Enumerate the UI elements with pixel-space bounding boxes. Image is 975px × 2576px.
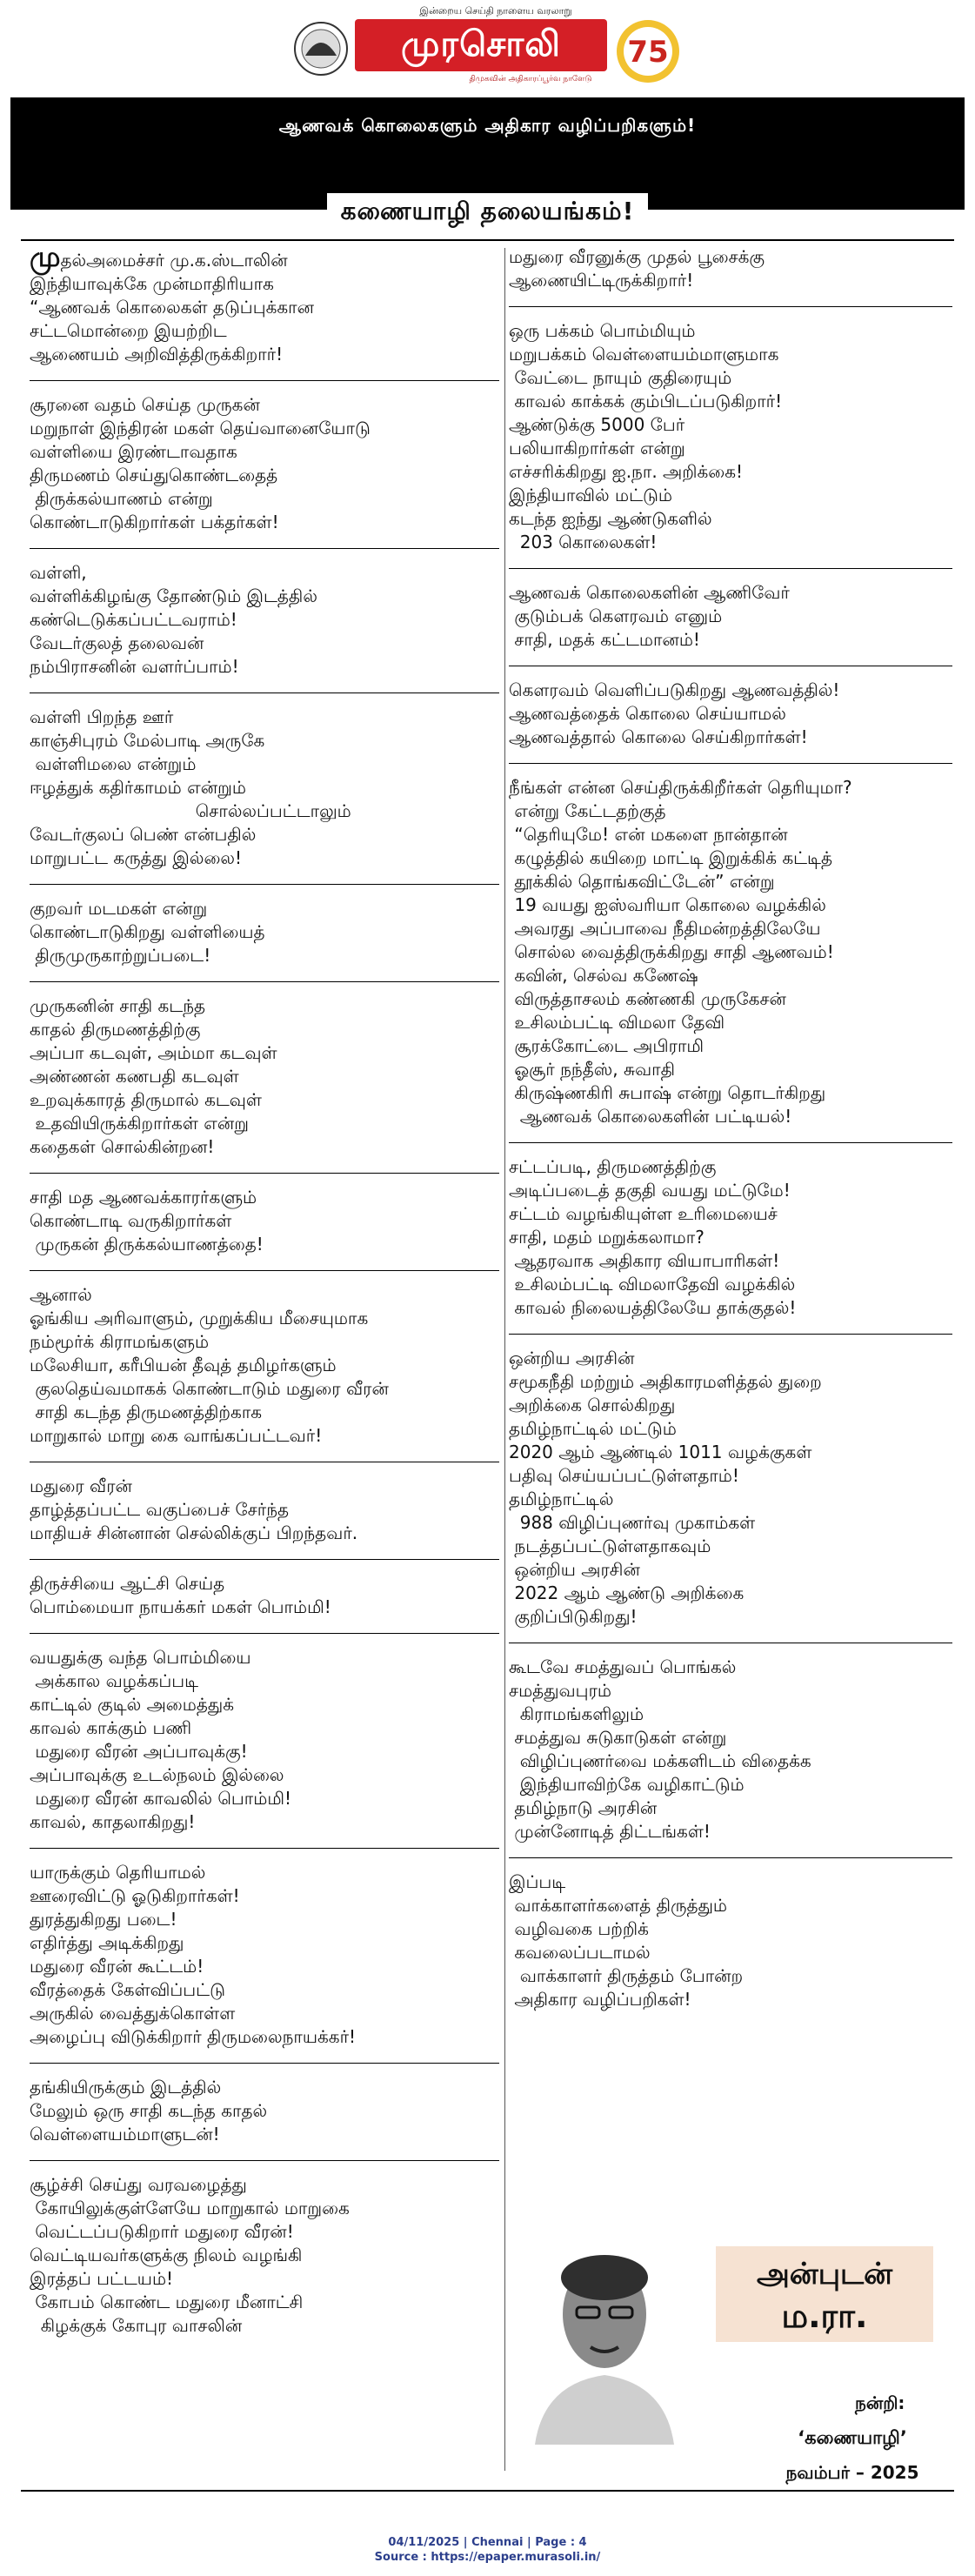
text-line: மாறுபட்ட கருத்து இல்லை! [30,847,242,868]
signature-greeting: அன்புடன் [756,2257,893,2292]
text-line: காவல் காக்கக் கும்பிடப்படுகிறார்! [509,391,783,411]
text-line: இந்தியாவிற்கே வழிகாட்டும் [509,1774,745,1795]
text-line: மதுரை வீரன் அப்பாவுக்கு! [30,1741,248,1762]
text-line: தூக்கில் தொங்கவிட்டேன்” என்று [509,871,775,892]
stanza [30,1646,499,1834]
text-line: சாதி, மதம் மறுக்கலாமா? [509,1227,705,1248]
stanza-divider [30,981,499,982]
text-line: ஆதரவாக அதிகார வியாபாரிகள்! [509,1250,780,1271]
text-line: வீரத்தைக் கேள்விப்பட்டு [30,1979,225,2000]
text-line: ஆணவக் கொலைகளின் ஆணிவேர் [509,582,790,603]
text-line: ஓசூர் நந்தீஸ், சுவாதி [509,1059,675,1080]
text-line: முருகன் திருக்கல்யாணத்தை! [30,1234,264,1255]
text-line: சாதி மத ஆணவக்காரர்களும் [30,1187,257,1208]
text-line: மாதியச் சின்னான் செல்லிக்குப் பிறந்தவர். [30,1522,358,1543]
text-line: கதைகள் சொல்கின்றன! [30,1136,215,1157]
text-line: ஆணவக் கொலைகளின் பட்டியல்! [509,1106,792,1127]
text-line: முன்னோடித் திட்டங்கள்! [509,1821,711,1842]
logo-text: முரசொலி [401,24,561,64]
text-line: கொண்டாடுகிறது வள்ளியைத் [30,921,265,942]
text-line: மதுரை வீரன் காவலில் பொம்மி! [30,1788,292,1809]
anniversary-badge [609,12,687,90]
logo-subtitle: திமுகவின் அதிகாரப்பூர்வ நாளேடு [469,75,592,84]
text-line: இரத்தப் பட்டயம்! [30,2268,174,2289]
text-line: வாக்காளர்களைத் திருத்தும் [509,1895,728,1916]
stanza-divider [509,763,952,764]
text-line: மறுநாள் இந்திரன் மகள் தெய்வானையோடு [30,418,371,438]
text-line: ஒன்றிய அரசின் [509,1348,635,1368]
stanza [30,706,499,870]
text-line: காவல் நிலையத்திலேயே தாக்குதல்! [509,1297,797,1318]
text-line: அடிப்படைத் தகுதி வயது மட்டுமே! [509,1180,791,1201]
text-line: “ஆணவக் கொலைகள் தடுப்புக்கான [30,297,315,318]
text-line: தாழ்த்தப்பட்ட வகுப்பைச் சேர்ந்த [30,1499,290,1520]
stanza [30,2076,499,2146]
stanza-divider [509,1857,952,1858]
stanza-divider [509,1334,952,1335]
text-line: எதிர்த்து அடிக்கிறது [30,1932,184,1953]
badge-number: 75 [627,35,669,70]
text-line: நடத்தப்பட்டுள்ளதாகவும் [509,1536,711,1556]
text-line: திருமணம் செய்துகொண்டதைத் [30,465,278,485]
text-line: வள்ளிக்கிழங்கு தோண்டும் இடத்தில் [30,585,317,606]
text-line: காவல், காதலாகிறது! [30,1811,196,1832]
text-line: யாருக்கும் தெரியாமல் [30,1862,206,1883]
footer-edition-info: 04/11/2025 | Chennai | Page : 4 [388,2536,587,2549]
masthead [0,0,975,94]
text-line: இப்படி [509,1871,566,1892]
text-line: வள்ளிமலை என்றும் [30,753,197,774]
text-line: அப்பா கடவுள், அம்மா கடவுள் [30,1042,277,1063]
text-line: கொண்டாடுகிறார்கள் பக்தர்கள்! [30,512,279,532]
text-line: சொல்லப்பட்டாலும் [30,800,351,821]
text-line: அருகில் வைத்துக்கொள்ள [30,2003,236,2024]
text-line: பலியாகிறார்கள் என்று [509,438,685,458]
text-line: “தெரியுமே! என் மகளை நான்தான் [509,824,788,845]
text-line: இந்தியாவுக்கே முன்மாதிரியாக [30,273,274,294]
text-line: மதுரை வீரனுக்கு முதல் பூசைக்கு [509,246,765,267]
text-line: கிருஷ்ணகிரி சுபாஷ் என்று தொடர்கிறது [509,1082,826,1103]
text-line: வள்ளி பிறந்த ஊர் [30,706,174,727]
text-line: அவரது அப்பாவை நீதிமன்றத்திலேயே [509,918,821,939]
subtitle-text: கணையாழி தலையங்கம்! [327,193,649,232]
text-line: திருமுருகாற்றுப்படை! [30,945,211,966]
bottom-divider [21,2490,954,2492]
headline: ஆணவக் கொலைகளும் அதிகார வழிப்பறிகளும்! [278,115,697,136]
source-publication: ‘கணையாழி’ [798,2427,907,2448]
text-line: உதவியிருக்கிறார்கள் என்று [30,1113,249,1134]
text-line: விழிப்புணர்வை மக்களிடம் விதைக்க [509,1750,811,1771]
stanza [509,581,952,652]
text-line: வாக்காளர் திருத்தம் போன்ற [509,1965,744,1986]
text-line: சாதி கடந்த திருமணத்திற்காக [30,1402,263,1422]
text-line: காட்டில் குடில் அமைத்துக் [30,1694,234,1715]
text-line: கோபம் கொண்ட மதுரை மீனாட்சி [30,2292,304,2312]
stanza [30,994,499,1159]
text-line: 19 வயது ஐஸ்வரியா கொலை வழக்கில் [509,894,826,915]
stanza [30,897,499,967]
text-line: குடும்பக் கௌரவம் எனும் [509,606,723,626]
subtitle-divider [21,239,954,241]
text-line: ஓங்கிய அரிவாளும், முறுக்கிய மீசையுமாக [30,1308,369,1328]
text-line: மாறுகால் மாறு கை வாங்கப்பட்டவர்! [30,1425,323,1446]
text-line: சட்டப்படி, திருமணத்திற்கு [509,1156,717,1177]
text-line: வேட்டை நாயும் குதிரையும் [509,367,732,388]
stanza-divider [509,568,952,569]
text-line: 203 கொலைகள்! [509,532,658,552]
thanks-label: நன்றி: [855,2392,905,2413]
signature-initials: ம.ரா. [781,2297,868,2335]
text-line: ஆணவத்தால் கொலை செய்கிறார்கள்! [509,726,808,747]
text-line: கவின், செல்வ கணேஷ் [509,965,698,986]
text-line: வெள்ளையம்மாளுடன்! [30,2124,220,2144]
text-line: வழிவகை பற்றிக் [509,1918,649,1939]
stanza-divider [30,1559,499,1560]
text-line: நம்பிராசனின் வளர்ப்பாம்! [30,656,239,677]
stanza-divider [30,884,499,885]
text-line: சொல்ல வைத்திருக்கிறது சாதி ஆணவம்! [509,941,834,962]
drop-cap: மு [30,240,61,273]
stanza [30,1861,499,2049]
text-line-rest: தல்அமைச்சர் மு.க.ஸ்டாலின் [60,250,288,271]
author-photo [518,2227,691,2445]
text-line: துரத்துகிறது படை! [30,1909,177,1930]
page-footer [0,2536,975,2564]
stanza [509,319,952,554]
text-line: தமிழ்நாடு அரசின் [509,1797,658,1818]
stanza-divider [509,1142,952,1143]
text-line: வயதுக்கு வந்த பொம்மியை [30,1647,251,1668]
text-line: விருத்தாசலம் கண்ணகி முருகேசன் [509,988,786,1009]
text-line: கழுத்தில் கயிறை மாட்டி இறுக்கிக் கட்டித் [509,847,833,868]
signature-box [716,2246,933,2342]
text-line: 2020 ஆம் ஆண்டில் 1011 வழக்குகள் [509,1442,812,1462]
text-line: காதல் திருமணத்திற்கு [30,1019,201,1040]
text-line: ஆணவத்தைக் கொலை செய்யாமல் [509,703,786,724]
text-line: கவலைப்படாமல் [509,1942,651,1963]
text-line: உசிலம்பட்டி விமலாதேவி வழக்கில் [509,1274,796,1295]
text-line: சட்டமொன்றை இயற்றிட [30,320,227,341]
text-line: முருகனின் சாதி கடந்த [30,995,206,1016]
text-line: கிராமங்களிலும் [509,1703,644,1724]
left-column [30,240,499,2338]
text-line: வெட்டப்படுகிறார் மதுரை வீரன்! [30,2221,294,2242]
newspaper-logo [355,19,607,71]
text-line: பதிவு செய்யப்பட்டுள்ளதாம்! [509,1465,739,1486]
text-line: சாதி, மதக் கட்டமானம்! [509,629,700,650]
text-line: சூரனை வதம் செய்த முருகன் [30,394,260,415]
text-line: அக்கால வழக்கப்படி [30,1670,199,1691]
stanza [509,776,952,1128]
text-line: ஈழத்துக் கதிர்காமம் என்றும் [30,777,246,798]
stanza-divider [30,1633,499,1634]
stanza [509,1347,952,1629]
stanza-divider [30,380,499,381]
stanza-divider [509,306,952,307]
text-line: கௌரவம் வெளிப்படுகிறது ஆணவத்தில்! [509,679,840,700]
text-line: கூடவே சமத்துவப் பொங்கல் [509,1656,737,1677]
text-line: சமத்துவ சுடுகாடுகள் என்று [509,1727,727,1748]
right-column [509,245,952,2011]
masthead-tagline: இன்றைய செய்தி நாளைய வரலாறு [419,5,572,17]
party-emblem-icon [291,14,351,84]
text-line: கடந்த ஐந்து ஆண்டுகளில் [509,508,712,529]
text-line: தமிழ்நாட்டில் [509,1489,614,1509]
text-line: நம்மூர்க் கிராமங்களும் [30,1331,210,1352]
text-line: திருக்கல்யாணம் என்று [30,488,213,509]
stanza [30,1283,499,1448]
section-subtitle [0,193,975,232]
stanza [30,1186,499,1256]
text-line: கொண்டாடி வருகிறார்கள் [30,1210,232,1231]
text-line: தமிழ்நாட்டில் மட்டும் [509,1418,677,1439]
text-line: சமூகநீதி மற்றும் அதிகாரமளித்தல் துறை [509,1371,822,1392]
stanza [509,679,952,749]
text-line: அதிகார வழிப்பறிகள்! [509,1989,691,2010]
text-line: ஊரைவிட்டு ஓடுகிறார்கள்! [30,1885,240,1906]
stanza [30,393,499,534]
text-line: சட்டம் வழங்கியுள்ள உரிமையைச் [509,1203,778,1224]
stanza [30,1475,499,1545]
stanza [30,1572,499,1619]
text-line: வள்ளி, [30,562,87,583]
text-line: ஆணையிட்டிருக்கிறார்! [509,270,694,291]
column-divider [504,248,505,2471]
source-date: நவம்பர் – 2025 [785,2462,919,2483]
text-line: 2022 ஆம் ஆண்டு அறிக்கை [509,1582,745,1603]
text-line: வெட்டியவர்களுக்கு நிலம் வழங்கி [30,2245,303,2265]
text-line: மதுரை வீரன் [30,1475,132,1496]
text-line: காஞ்சிபுரம் மேல்பாடி அருகே [30,730,265,751]
text-line: அப்பாவுக்கு உடல்நலம் இல்லை [30,1764,284,1785]
text-line: பொம்மையா நாயக்கர் மகள் பொம்மி! [30,1596,331,1617]
text-line: ஒரு பக்கம் பொம்மியும் [509,320,696,341]
text-line: ஆணையம் அறிவித்திருக்கிறார்! [30,344,284,365]
text-line: வேடர்குலத் தலைவன் [30,632,204,653]
stanza-divider [30,1173,499,1174]
text-line: எச்சரிக்கிறது ஐ.நா. அறிக்கை! [509,461,744,482]
stanza-divider [30,2063,499,2064]
stanza-divider [30,1848,499,1849]
text-line: காவல் காக்கும் பணி [30,1717,192,1738]
text-line: கிழக்குக் கோபுர வாசலின் [30,2315,243,2336]
text-line: குறிப்பிடுகிறது! [509,1606,638,1627]
text-line: ஒன்றிய அரசின் [509,1559,640,1580]
text-line: குலதெய்வமாகக் கொண்டாடும் மதுரை வீரன் [30,1378,389,1399]
text-line: உசிலம்பட்டி விமலா தேவி [509,1012,725,1033]
text-line: நீங்கள் என்ன செய்திருக்கிறீர்கள் தெரியுமா? [509,777,852,798]
stanza-divider [30,2160,499,2161]
stanza [509,1656,952,1843]
text-line: இந்தியாவில் மட்டும் [509,485,672,505]
text-line: சூழ்ச்சி செய்து வரவழைத்து [30,2174,247,2195]
stanza [509,245,952,292]
text-line: மலேசியா, கரீபியன் தீவுத் தமிழர்களும் [30,1355,337,1375]
text-line: சூரக்கோட்டை அபிராமி [509,1035,705,1056]
stanza [30,561,499,679]
text-line: அண்ணன் கணபதி கடவுள் [30,1066,239,1087]
footer-source-link[interactable]: Source : https://epaper.murasoli.in/ [374,2551,601,2564]
text-line: கண்டெடுக்கப்பட்டவராம்! [30,609,237,630]
text-line: மறுபக்கம் வெள்ளையம்மாளுமாக [509,344,779,365]
stanza-divider [30,1270,499,1271]
text-line: உறவுக்காரத் திருமால் கடவுள் [30,1089,262,1110]
stanza [30,2173,499,2338]
text-line: மேலும் ஒரு சாதி கடந்த காதல் [30,2100,268,2121]
text-line: வள்ளியை இரண்டாவதாக [30,441,237,462]
text-line: என்று கேட்டதற்குத் [509,800,666,821]
stanza-divider [30,548,499,549]
text-line: தங்கியிருக்கும் இடத்தில் [30,2077,222,2098]
text-line: சமத்துவபுரம் [509,1680,611,1701]
text-line: அறிக்கை சொல்கிறது [509,1395,676,1415]
text-line: குறவர் மடமகள் என்று [30,898,208,919]
text-line: அழைப்பு விடுக்கிறார் திருமலைநாயக்கர்! [30,2026,357,2047]
stanza [509,1155,952,1320]
text-line: திருச்சியை ஆட்சி செய்த [30,1573,225,1594]
text-line: ஆனால் [30,1284,92,1305]
stanza [509,1870,952,2011]
text-line: கோயிலுக்குள்ளேயே மாறுகால் மாறுகை [30,2198,350,2218]
text-line: மதுரை வீரன் கூட்டம்! [30,1956,204,1977]
text-line: ஆண்டுக்கு 5000 பேர் [509,414,685,435]
text-line: 988 விழிப்புணர்வு முகாம்கள் [509,1512,756,1533]
text-line: வேடர்குலப் பெண் என்பதில் [30,824,257,845]
text-line [30,240,499,273]
stanza [30,240,499,366]
